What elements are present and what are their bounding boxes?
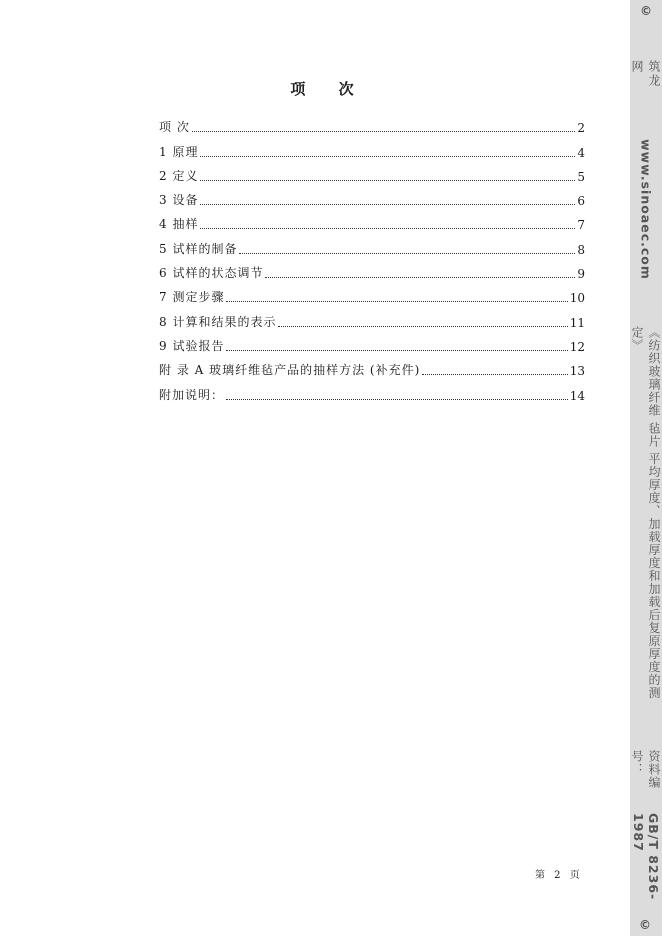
copyright-icon: © — [639, 4, 653, 18]
toc-entry[interactable] — [159, 111, 585, 135]
toc-leader-dots — [200, 155, 575, 157]
doc-code-label: 资料编号： — [630, 749, 661, 789]
toc-entry[interactable] — [159, 232, 585, 256]
toc-leader-dots — [192, 130, 576, 132]
toc-entry[interactable] — [159, 208, 585, 232]
toc-leader-dots — [226, 398, 568, 400]
toc-entry[interactable] — [159, 281, 585, 305]
toc-entry-label: 6 试样的状态调节 — [159, 266, 264, 281]
toc-leader-dots — [265, 276, 575, 278]
sidebar-text-column — [630, 0, 662, 936]
toc-leader-dots — [239, 252, 575, 254]
toc-entry-page: 8 — [577, 242, 585, 257]
toc-entry[interactable] — [159, 354, 585, 378]
toc-entry[interactable] — [159, 305, 585, 329]
document-name: 《纺织玻璃纤维 毡片 平均厚度、加载厚度和加载后复原厚度的测定》 — [630, 325, 661, 700]
toc-entry-label: 3 设备 — [159, 193, 199, 208]
toc-entry-label: 9 试验报告 — [159, 338, 225, 353]
toc-entry-label: 1 原理 — [159, 144, 199, 159]
toc-leader-dots — [200, 227, 575, 229]
site-url[interactable]: www.sinoaec.com — [638, 138, 654, 280]
toc-entry-label: 4 抽样 — [159, 217, 199, 232]
toc-entry-page: 14 — [569, 388, 585, 403]
toc-entry[interactable] — [159, 378, 585, 402]
toc-leader-dots — [200, 179, 575, 181]
toc-entry-label: 7 测定步骤 — [159, 290, 225, 305]
toc-entry-page: 6 — [577, 194, 585, 209]
toc-entry[interactable] — [159, 135, 585, 159]
table-of-contents — [159, 111, 585, 403]
toc-entry-page: 10 — [569, 291, 585, 306]
toc-leader-dots — [422, 373, 567, 375]
page-number: 第 2 页 — [535, 870, 583, 881]
toc-entry[interactable] — [159, 184, 585, 208]
toc-entry[interactable] — [159, 257, 585, 281]
toc-entry-page: 4 — [577, 145, 585, 160]
toc-entry-page: 13 — [569, 364, 585, 379]
toc-entry-label: 8 计算和结果的表示 — [159, 314, 277, 329]
toc-entry-page: 9 — [577, 267, 585, 282]
toc-entry-label: 5 试样的制备 — [159, 241, 238, 256]
toc-entry-page: 2 — [577, 121, 585, 136]
toc-entry-label: 项 次 — [159, 120, 190, 135]
toc-leader-dots — [200, 203, 575, 205]
toc-leader-dots — [226, 349, 567, 351]
toc-entry-label: 附加说明： — [159, 387, 225, 402]
watermark-sidebar — [630, 0, 662, 936]
toc-entry-label: 2 定义 — [159, 168, 199, 183]
toc-entry-page: 11 — [569, 315, 585, 330]
doc-code: GB/T 8236-1987 — [631, 813, 661, 901]
toc-entry-page: 5 — [577, 169, 585, 184]
page-title: 项 次 — [290, 80, 368, 98]
toc-entry[interactable] — [159, 330, 585, 354]
copyright-icon: © — [638, 918, 652, 932]
toc-entry-page: 7 — [577, 218, 585, 233]
toc-leader-dots — [278, 325, 567, 327]
toc-leader-dots — [226, 300, 567, 302]
site-name: 筑龙网 — [630, 60, 661, 88]
toc-entry-page: 12 — [569, 339, 585, 354]
toc-entry-label: 附 录 A 玻璃纤维毡产品的抽样方法 (补充件) — [159, 363, 421, 378]
toc-entry[interactable] — [159, 160, 585, 184]
